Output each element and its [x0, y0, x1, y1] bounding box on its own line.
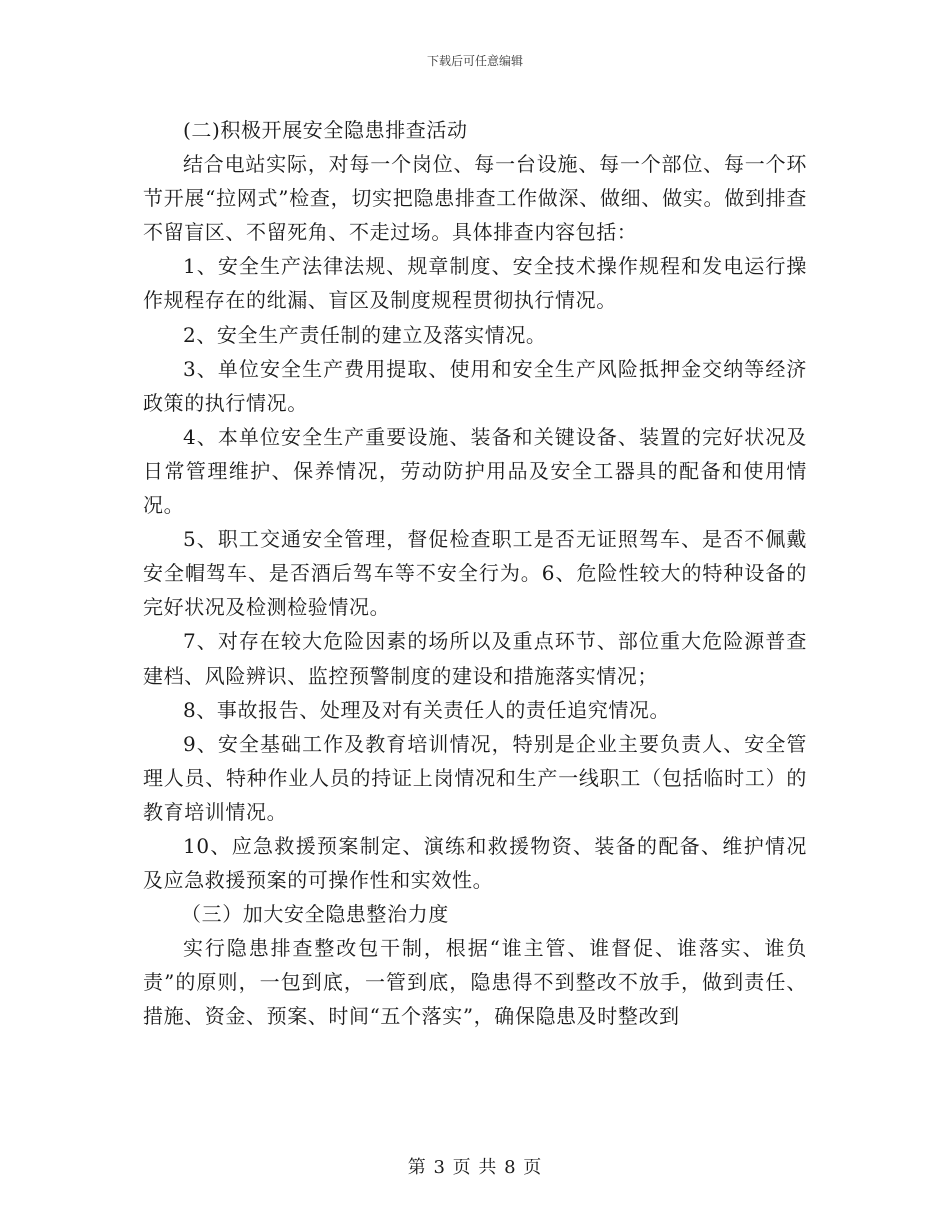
list-item-3: 3、单位安全生产费用提取、使用和安全生产风险抵押金交纳等经济政策的执行情况。 [143, 356, 807, 415]
list-item-2: 2、安全生产责任制的建立及落实情况。 [183, 322, 547, 347]
section-heading-2: (二)积极开展安全隐患排查活动 [183, 118, 468, 142]
list-item-4: 4、本单位安全生产重要设施、装备和关键设备、装置的完好状况及日常管理维护、保养情况，劳动防护用品及安全工器具的配备和使用情况。 [143, 424, 807, 518]
list-item-10: 10、应急救援预案制定、演练和救援物资、装备的配备、维护情况及应急救援预案的可操作性和实效性。 [143, 833, 807, 893]
list-item-7: 7、对存在较大危险因素的场所以及重点环节、部位重大危险源普查建档、风险辨识、监控预警制度的建设和措施落实情况； [143, 629, 807, 688]
list-item-9: 9、安全基础工作及教育培训情况，特别是企业主要负责人、安全管理人员、特种作业人员的持证上岗情况和生产一线职工（包括临时工）的教育培训情况。 [143, 731, 807, 824]
paragraph: 结合电站实际，对每一个岗位、每一台设施、每一个部位、每一个环节开展“拉网式”检查，切实把隐患排查工作做深、做细、做实。做到排查不留盲区、不留死角、不走过场。具体排查内容包括： [143, 152, 807, 245]
list-item-5-6: 5、职工交通安全管理，督促检查职工是否无证照驾车、是否不佩戴安全帽驾车、是否酒后驾车等不安全行为。6、危险性较大的特种设备的完好状况及检测检验情况。 [143, 527, 807, 620]
page-footer: 第 3 页 共 8 页 [407, 1157, 543, 1178]
list-item-1: 1、安全生产法律法规、规章制度、安全技术操作规程和发电运行操作规程存在的纰漏、盲区及制度规程贯彻执行情况。 [143, 254, 807, 313]
document-body [143, 113, 807, 1034]
section-heading-3: （三）加大安全隐患整治力度 [181, 902, 449, 927]
page-header: 下载后可任意编辑 [426, 54, 523, 68]
list-item-8: 8、事故报告、处理及对有关责任人的责任追究情况。 [183, 697, 671, 722]
paragraph: 实行隐患排查整改包干制，根据“谁主管、谁督促、谁落实、谁负责”的原则，一包到底，一管到底，隐患得不到整改不放手，做到责任、措施、资金、预案、时间“五个落实”，确保隐患及时整改到 [143, 936, 807, 1029]
